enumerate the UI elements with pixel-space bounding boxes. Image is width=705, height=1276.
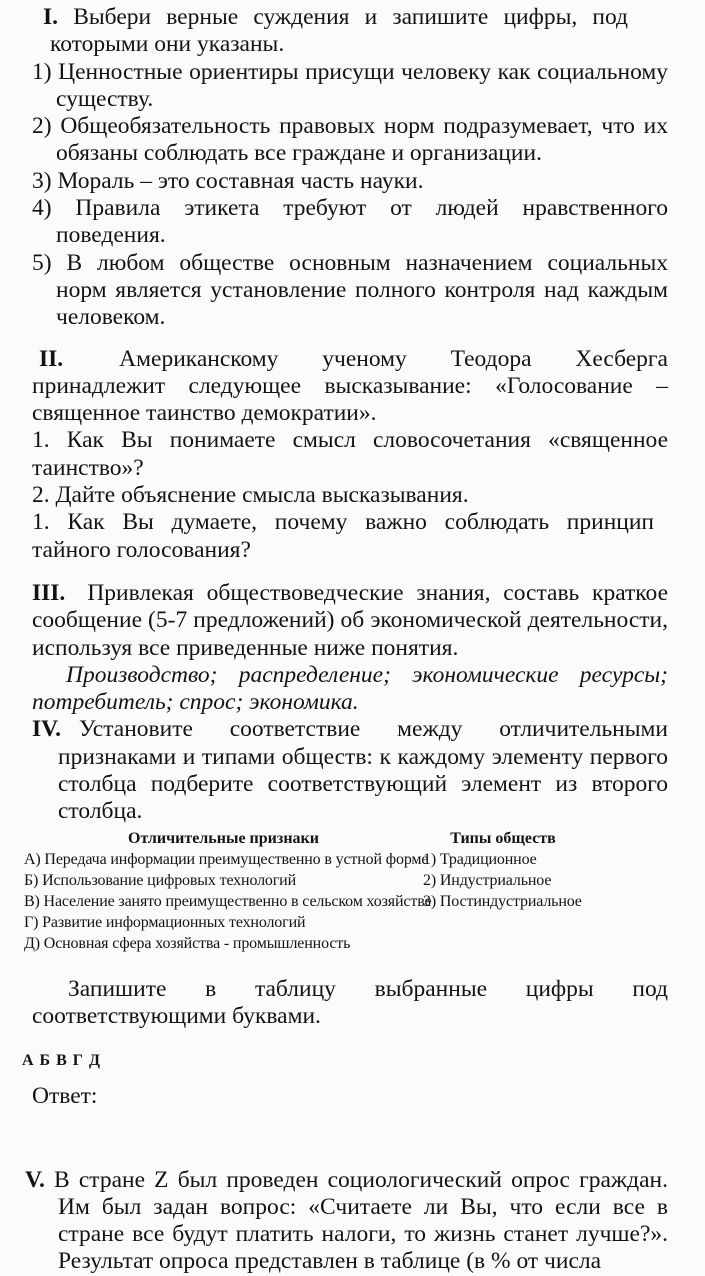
task-4-section <box>22 716 668 1110</box>
match-right-cell-empty <box>423 933 583 954</box>
task-3-section <box>32 580 668 716</box>
match-left-item-d: Д) Основная сфера хозяйства - промышленность <box>24 934 351 952</box>
task-3-terms: Производство; распределение; экономические ресурсы; потребитель; спрос; экономика. <box>32 661 668 716</box>
match-right-item-3: 3) Постиндустриальное <box>423 892 582 910</box>
task-2-question-3: 1. Как Вы думаете, почему важно соблюдать принцип тайного голосования? <box>32 509 654 563</box>
task-2-question-2: 2. Дайте объяснение смысла высказывания. <box>32 482 469 509</box>
task-2-question-1: 1. Как Вы понимаете смысл словосочетания «священное таинство»? <box>32 427 668 481</box>
task-2-intro-text: Американскому ученому Теодора Хесберга принадлежит следующее высказывание: «Голосование – священное таинство демократии». <box>32 345 668 427</box>
task-5-intro <box>25 1166 668 1276</box>
task-5-intro-text: В стране Z был проведен социологический опрос граждан. Им был задан вопрос: «Считаете ли Вы, что если все в стране все будут платить налоги, то жизнь станет лучше?». Результат опроса представлен в таблице (в % от числа <box>54 1166 668 1275</box>
task-3-label: III. <box>32 579 66 606</box>
task-1-item-3: 3) Мораль – это составная часть науки. <box>32 167 424 194</box>
task-1-intro <box>32 4 668 59</box>
match-left-item-a: А) Передача информации преимущественно в устной форме <box>24 850 429 868</box>
match-right-item-2: 2) Индустриальное <box>423 871 552 889</box>
match-right-item-1: 1) Традиционное <box>423 850 537 868</box>
task-2-section <box>32 346 668 564</box>
task-4-intro-text: Установите соответствие между отличительными признаками и типами обществ: к каждому элементу первого столбца подберите соответствующий элемент из второго столбца. <box>58 716 668 825</box>
task-5-section <box>25 1166 668 1276</box>
task-1-item-1: 1) Ценностные ориентиры присущи человеку как социальному существу. <box>32 58 668 112</box>
match-left-item-b: Б) Использование цифровых технологий <box>24 871 297 889</box>
task-1-item-2: 2) Общеобязательность правовых норм подразумевает, что их обязаны соблюдать все граждане и организации. <box>32 113 668 167</box>
task-2-intro <box>32 346 668 428</box>
match-right-cell-empty <box>423 912 583 933</box>
task-5-label: V. <box>25 1166 45 1193</box>
task-1-item-5: 5) В любом обществе основным назначением социальных норм является установление полного контроля над каждым человеком. <box>32 249 668 331</box>
match-table <box>24 828 668 954</box>
match-left-item-g: Г) Развитие информационных технологий <box>24 913 306 931</box>
match-left-header: Отличительные признаки <box>128 829 319 847</box>
task-4-intro <box>32 716 668 825</box>
task-3-intro-text: Привлекая обществоведческие знания, составь краткое сообщение (5-7 предложений) об экономической деятельности, используя все приведенные ниже понятия. <box>32 579 668 661</box>
answer-letters-row: А Б В Г Д <box>22 1052 101 1070</box>
match-right-header: Типы обществ <box>450 829 556 847</box>
task-1-item-4: 4) Правила этикета требуют от людей нравственного поведения. <box>32 195 668 249</box>
match-left-item-v: В) Население занято преимущественно в сельском хозяйстве <box>24 892 432 910</box>
answer-label: Ответ: <box>32 1083 98 1110</box>
task-3-intro <box>32 580 668 662</box>
task-4-label: IV. <box>32 716 61 743</box>
task-1-label: I. <box>43 4 59 30</box>
task-4-write-instruction: Запишите в таблицу выбранные цифры под соответствующими буквами. <box>32 975 668 1029</box>
task-1-intro-text: Выбери верные суждения и запишите цифры, под которыми они указаны. <box>50 4 629 58</box>
task-2-label: II. <box>39 345 64 372</box>
task-1-section <box>32 4 668 332</box>
